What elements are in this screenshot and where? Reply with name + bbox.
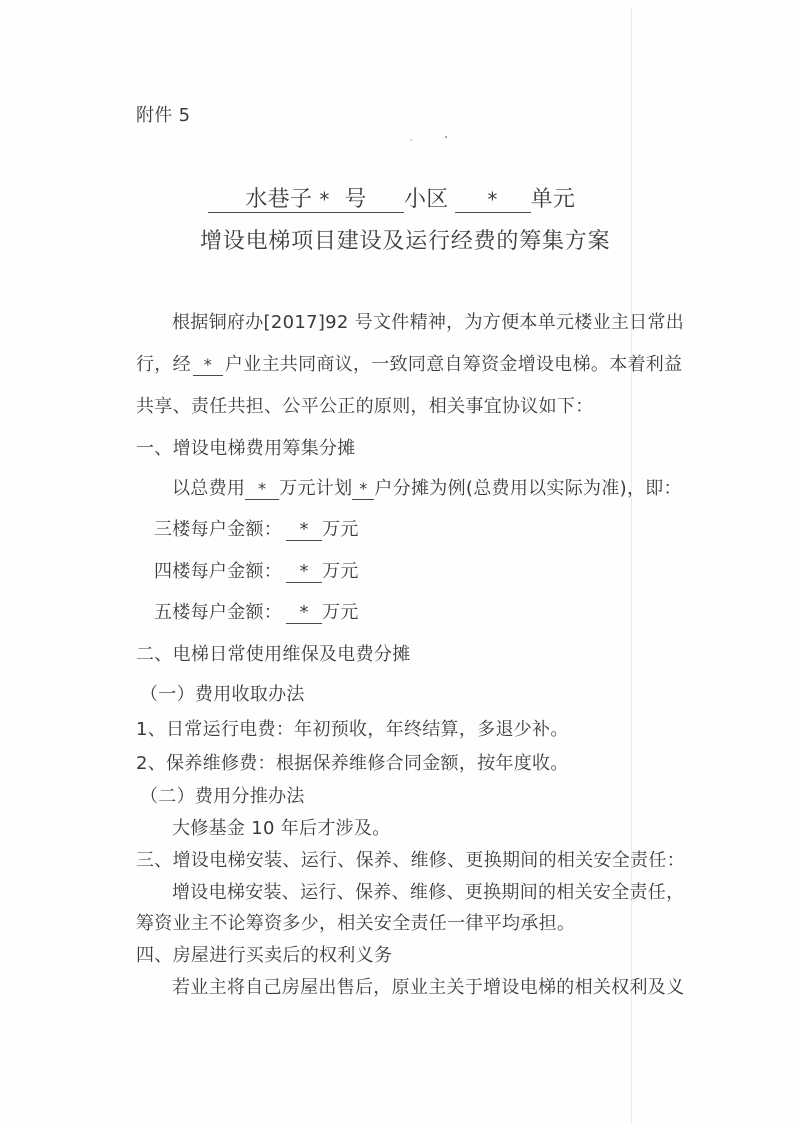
households-count-field: * [193,355,223,376]
section-2-item-1: 1、日常运行电费：年初预收，年终结算，多退少补。 [136,719,569,740]
floor-label: 五楼每户金额： [154,602,283,623]
example-suffix: 户分摊为例(总费用以实际为准)，即： [374,478,682,499]
section-2-sub-2-heading: （二）费用分推办法 [140,786,305,807]
section-2-item-2: 2、保养维修费：根据保养维修合同金额，按年度收。 [136,753,569,774]
attachment-label: 附件 5 [136,105,191,126]
floor-unit: 万元 [322,561,359,582]
floor-label: 三楼每户金额： [154,519,283,540]
example-mid: 万元计划 [279,478,353,499]
community-label: 小区 [404,187,449,212]
title-line-2: 增设电梯项目建设及运行经费的筹集方案 [200,229,611,254]
floor-4-amount-row [154,561,359,583]
intro-line-2 [136,354,682,376]
section-3-text-line-1: 增设电梯安装、运行、保养、维修、更换期间的相关安全责任， [172,882,685,903]
intro-line-2-prefix: 行，经 [136,354,191,375]
intro-line-3: 共享、责任共担、公平公正的原则，相关事宜协议如下： [136,396,594,417]
floor-unit: 万元 [322,519,359,540]
unit-label: 单元 [530,187,576,212]
intro-line-2-suffix: 户业主共同商议，一致同意自筹资金增设电梯。本着利益 [224,354,683,375]
section-1-heading: 一、增设电梯费用筹集分摊 [136,438,356,459]
intro-line-1: 根据铜府办[2017]92 号文件精神，为方便本单元楼业主日常出 [172,312,685,333]
section-1-example [172,478,682,500]
floor-amount-field: * [286,520,322,541]
total-cost-field: * [245,479,279,500]
floor-amount-field: * [286,562,322,583]
section-2-sub-1-heading: （一）费用收取办法 [140,684,305,705]
section-2-sub-2-text: 大修基金 10 年后才涉及。 [172,818,391,839]
scan-speck [445,136,447,138]
section-4-text-line-1: 若业主将自己房屋出售后，原业主关于增设电梯的相关权利及义 [172,977,685,998]
section-2-heading: 二、电梯日常使用维保及电费分摊 [136,644,411,665]
plan-households-field: * [352,479,374,500]
floor-5-amount-row [154,602,359,624]
street-name: 水巷子 [245,187,313,212]
floor-label: 四楼每户金额： [154,561,283,582]
section-3-text-line-2: 筹资业主不论筹资多少，相关安全责任一律平均承担。 [136,913,576,934]
street-field [208,188,404,213]
number-suffix: 号 [344,187,367,212]
title-line-1 [208,186,575,214]
scan-artifact-line [631,8,632,1123]
floor-unit: 万元 [322,602,359,623]
unit-number-field: * [455,188,531,213]
scan-speck [410,139,412,141]
section-4-heading: 四、房屋进行买卖后的权利义务 [136,945,393,966]
floor-3-amount-row [154,519,359,541]
example-prefix: 以总费用 [172,478,246,499]
floor-amount-field: * [286,603,322,624]
house-number: * [319,188,330,211]
section-3-heading: 三、增设电梯安装、运行、保养、维修、更换期间的相关安全责任： [136,850,685,871]
